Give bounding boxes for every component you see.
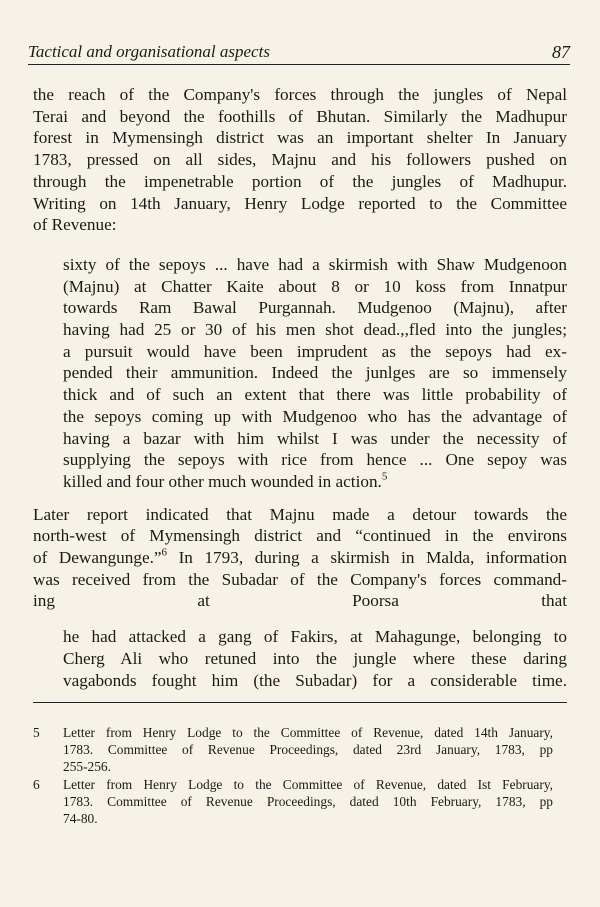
- footnote-rule: [33, 702, 567, 703]
- footnote-ref-6[interactable]: 6: [161, 546, 167, 559]
- quote-line: the sepoys coming up with Mudgenoo who has the advantage of: [63, 406, 567, 426]
- quote-line-last: [63, 471, 567, 493]
- text-line-with-ref: [33, 547, 567, 569]
- footnote-line: Letter from Henry Lodge to the Committee of Revenue, dated 14th January,: [63, 725, 553, 740]
- quote-line: pended their ammunition. Indeed the junlges are so immensely: [63, 363, 567, 383]
- quote-line: vagabonds fought him (the Subadar) for a considerable time.: [63, 670, 567, 690]
- footnote-number: 5: [33, 725, 40, 740]
- text-line: north-west of Mymensingh district and “continued in the environs: [33, 526, 567, 546]
- text-line: through the impenetrable portion of the jungles of Madhupur.: [33, 171, 567, 191]
- footnotes: [33, 724, 553, 827]
- quote-line: towards Ram Bawal Purgannah. Mudgenoo (Majnu), after: [63, 298, 567, 318]
- footnote-number: 6: [33, 776, 40, 792]
- footnote-line: 255-256.: [63, 759, 111, 775]
- text-line: the reach of the Company's forces through the jungles of Nepal: [33, 85, 567, 104]
- block-quote-1: [63, 254, 567, 493]
- quote-line: Cherg Ali who retuned into the jungle where these daring: [63, 648, 567, 668]
- quote-line: having had 25 or 30 of his men shot dead.,,fled into the jungles;: [63, 320, 567, 340]
- running-title: Tactical and organisational aspects: [28, 42, 270, 61]
- footnote-line: 1783. Committee of Revenue Proceedings, dated 10th February, 1783, pp: [63, 793, 553, 809]
- text-segment: of Dewangunge.”: [33, 548, 162, 568]
- footnote-ref-5[interactable]: 5: [381, 470, 388, 483]
- page-header: [28, 36, 570, 66]
- paragraph-1: [33, 84, 567, 236]
- text-line: of Revenue:: [33, 215, 117, 235]
- text-line: Writing on 14th January, Henry Lodge reported to the Committee: [33, 193, 567, 213]
- text-line: was received from the Subadar of the Company's forces command-: [33, 569, 567, 589]
- text-line: ing at Poorsa that: [33, 591, 567, 611]
- text-line: 1783, pressed on all sides, Majnu and his followers pushed on: [33, 150, 567, 170]
- footnote-line: 1783. Committee of Revenue Proceedings, dated 23rd January, 1783, pp: [63, 742, 553, 758]
- quote-line: thick and of such an extent that there was little probability of: [63, 385, 567, 405]
- paragraph-2: [33, 504, 567, 613]
- page-number: 87: [552, 42, 570, 62]
- quote-line: (Majnu) at Chatter Kaite about 8 or 10 koss from Innatpur: [63, 276, 567, 296]
- text-segment: In 1793, during a skirmish in Malda, information: [178, 548, 567, 568]
- footnote-line: Letter from Henry Lodge to the Committee of Revenue, dated Ist February,: [63, 776, 553, 792]
- footnote-6: [33, 776, 553, 828]
- quote-line: he had attacked a gang of Fakirs, at Mahagunge, belonging to: [63, 627, 567, 647]
- header-rule: [28, 64, 570, 65]
- footnote-line: 74-80.: [63, 811, 98, 827]
- text-line: forest in Mymensingh district was an important shelter In January: [33, 128, 567, 148]
- quote-line: having a bazar with him whilst I was under the necessity of: [63, 428, 567, 448]
- quote-line-text: killed and four other much wounded in action.: [63, 471, 382, 491]
- text-line: Terai and beyond the foothills of Bhutan. Similarly the Madhupur: [33, 106, 567, 126]
- quote-line: sixty of the sepoys ... have had a skirmish with Shaw Mudgenoon: [63, 254, 567, 274]
- footnote-5: [33, 724, 553, 776]
- main-text: [33, 84, 567, 691]
- quote-line: a pursuit would have been imprudent as the sepoys had ex-: [63, 341, 567, 361]
- block-quote-2: [63, 626, 567, 691]
- text-line: Later report indicated that Majnu made a detour towards the: [33, 504, 567, 524]
- quote-line: supplying the sepoys with rice from hence ... One sepoy was: [63, 450, 567, 470]
